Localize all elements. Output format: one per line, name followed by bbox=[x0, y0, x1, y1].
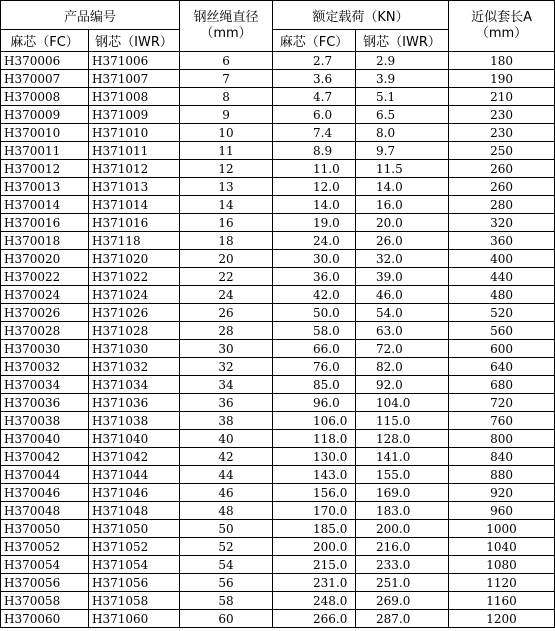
fc-code-cell: H370008 bbox=[1, 88, 89, 106]
table-row bbox=[1, 574, 555, 592]
iwr-code-cell: H371044 bbox=[89, 466, 180, 484]
fc-code-cell: H370046 bbox=[1, 484, 89, 502]
diameter-cell: 46 bbox=[180, 484, 273, 502]
load-iwr-cell: 54.0 bbox=[356, 304, 449, 322]
product-code-header: 产品编号 bbox=[1, 1, 180, 30]
diameter-cell: 32 bbox=[180, 358, 273, 376]
iwr-code-cell: H371056 bbox=[89, 574, 180, 592]
iwr-code-cell: H371036 bbox=[89, 394, 180, 412]
load-iwr-cell: 104.0 bbox=[356, 394, 449, 412]
diameter-cell: 34 bbox=[180, 376, 273, 394]
iwr-code-cell: H371052 bbox=[89, 538, 180, 556]
table-row bbox=[1, 484, 555, 502]
iwr-code-cell: H371040 bbox=[89, 430, 180, 448]
iwr-code-cell: H371022 bbox=[89, 268, 180, 286]
load-iwr-cell: 72.0 bbox=[356, 340, 449, 358]
load-fc-cell: 58.0 bbox=[273, 322, 356, 340]
load-fc-cell: 50.0 bbox=[273, 304, 356, 322]
diameter-cell: 8 bbox=[180, 88, 273, 106]
fc-code-cell: H370024 bbox=[1, 286, 89, 304]
fc-code-cell: H370050 bbox=[1, 520, 89, 538]
iwr-code-cell: H371013 bbox=[89, 178, 180, 196]
load-iwr-cell: 3.9 bbox=[356, 70, 449, 88]
diameter-cell: 9 bbox=[180, 106, 273, 124]
iwr-code-cell: H371010 bbox=[89, 124, 180, 142]
load-fc-cell: 76.0 bbox=[273, 358, 356, 376]
fc-code-cell: H370058 bbox=[1, 592, 89, 610]
fc-code-cell: H370056 bbox=[1, 574, 89, 592]
diameter-header-line1: 钢丝绳直径 bbox=[193, 10, 259, 25]
fc-code-cell: H370048 bbox=[1, 502, 89, 520]
length-cell: 1000 bbox=[449, 520, 555, 538]
fc-code-cell: H370014 bbox=[1, 196, 89, 214]
table-row bbox=[1, 394, 555, 412]
fc-code-cell: H370016 bbox=[1, 214, 89, 232]
diameter-cell: 12 bbox=[180, 160, 273, 178]
length-cell: 680 bbox=[449, 376, 555, 394]
diameter-cell: 18 bbox=[180, 232, 273, 250]
length-cell: 280 bbox=[449, 196, 555, 214]
length-header-line2: （mm） bbox=[475, 26, 528, 41]
load-fc-cell: 36.0 bbox=[273, 268, 356, 286]
diameter-cell: 11 bbox=[180, 142, 273, 160]
diameter-cell: 50 bbox=[180, 520, 273, 538]
table-row bbox=[1, 178, 555, 196]
table-header bbox=[1, 1, 555, 52]
diameter-cell: 22 bbox=[180, 268, 273, 286]
diameter-cell: 54 bbox=[180, 556, 273, 574]
fc-code-cell: H370044 bbox=[1, 466, 89, 484]
load-fc-cell: 106.0 bbox=[273, 412, 356, 430]
fc-code-cell: H370022 bbox=[1, 268, 89, 286]
load-iwr-cell: 141.0 bbox=[356, 448, 449, 466]
table-row bbox=[1, 196, 555, 214]
length-cell: 190 bbox=[449, 70, 555, 88]
table-row bbox=[1, 88, 555, 106]
table-row bbox=[1, 520, 555, 538]
length-cell: 320 bbox=[449, 214, 555, 232]
length-cell: 210 bbox=[449, 88, 555, 106]
iwr-code-cell: H371032 bbox=[89, 358, 180, 376]
iwr-code-cell: H371007 bbox=[89, 70, 180, 88]
iwr-code-cell: H371060 bbox=[89, 610, 180, 628]
fc-code-cell: H370030 bbox=[1, 340, 89, 358]
length-cell: 1160 bbox=[449, 592, 555, 610]
fc-code-cell: H370026 bbox=[1, 304, 89, 322]
load-fc-cell: 12.0 bbox=[273, 178, 356, 196]
load-iwr-cell: 32.0 bbox=[356, 250, 449, 268]
diameter-header bbox=[180, 1, 273, 52]
table-row bbox=[1, 556, 555, 574]
table-row bbox=[1, 538, 555, 556]
load-fc-cell: 130.0 bbox=[273, 448, 356, 466]
table-row bbox=[1, 232, 555, 250]
load-fc-cell: 19.0 bbox=[273, 214, 356, 232]
table-row bbox=[1, 430, 555, 448]
length-cell: 1120 bbox=[449, 574, 555, 592]
rated-load-header: 额定载荷（KN） bbox=[273, 1, 449, 30]
table-row bbox=[1, 268, 555, 286]
length-header-line1: 近似套长A bbox=[471, 10, 532, 25]
load-iwr-cell: 269.0 bbox=[356, 592, 449, 610]
load-fc-cell: 30.0 bbox=[273, 250, 356, 268]
iwr-code-cell: H371014 bbox=[89, 196, 180, 214]
load-fc-cell: 96.0 bbox=[273, 394, 356, 412]
fc-code-cell: H370009 bbox=[1, 106, 89, 124]
diameter-cell: 58 bbox=[180, 592, 273, 610]
diameter-cell: 30 bbox=[180, 340, 273, 358]
diameter-cell: 56 bbox=[180, 574, 273, 592]
load-fc-cell: 24.0 bbox=[273, 232, 356, 250]
table-row bbox=[1, 340, 555, 358]
diameter-cell: 10 bbox=[180, 124, 273, 142]
length-cell: 600 bbox=[449, 340, 555, 358]
hemp-core-header: 麻芯（FC） bbox=[1, 30, 89, 52]
table-row bbox=[1, 70, 555, 88]
load-iwr-cell: 8.0 bbox=[356, 124, 449, 142]
table-row bbox=[1, 106, 555, 124]
iwr-code-cell: H371009 bbox=[89, 106, 180, 124]
diameter-cell: 20 bbox=[180, 250, 273, 268]
table-row bbox=[1, 358, 555, 376]
load-iwr-cell: 287.0 bbox=[356, 610, 449, 628]
length-cell: 560 bbox=[449, 322, 555, 340]
load-iwr-cell: 63.0 bbox=[356, 322, 449, 340]
diameter-cell: 60 bbox=[180, 610, 273, 628]
length-cell: 760 bbox=[449, 412, 555, 430]
load-fc-cell: 118.0 bbox=[273, 430, 356, 448]
table-row bbox=[1, 502, 555, 520]
table-row bbox=[1, 304, 555, 322]
fc-code-cell: H370012 bbox=[1, 160, 89, 178]
steel-core-header: 钢芯（IWR） bbox=[89, 30, 180, 52]
diameter-cell: 48 bbox=[180, 502, 273, 520]
load-iwr-cell: 115.0 bbox=[356, 412, 449, 430]
load-iwr-cell: 233.0 bbox=[356, 556, 449, 574]
load-fc-cell: 3.6 bbox=[273, 70, 356, 88]
load-fc-cell: 231.0 bbox=[273, 574, 356, 592]
length-cell: 520 bbox=[449, 304, 555, 322]
table-row bbox=[1, 448, 555, 466]
load-fc-cell: 11.0 bbox=[273, 160, 356, 178]
load-fc-cell: 143.0 bbox=[273, 466, 356, 484]
load-iwr-cell: 11.5 bbox=[356, 160, 449, 178]
load-fc-cell: 2.7 bbox=[273, 52, 356, 70]
load-fc-cell: 7.4 bbox=[273, 124, 356, 142]
iwr-code-cell: H371030 bbox=[89, 340, 180, 358]
length-cell: 800 bbox=[449, 430, 555, 448]
iwr-code-cell: H371034 bbox=[89, 376, 180, 394]
diameter-cell: 38 bbox=[180, 412, 273, 430]
table-row bbox=[1, 610, 555, 628]
load-iwr-cell: 128.0 bbox=[356, 430, 449, 448]
iwr-code-cell: H371011 bbox=[89, 142, 180, 160]
length-cell: 480 bbox=[449, 286, 555, 304]
load-fc-cell: 66.0 bbox=[273, 340, 356, 358]
fc-code-cell: H370036 bbox=[1, 394, 89, 412]
diameter-cell: 24 bbox=[180, 286, 273, 304]
load-fc-cell: 85.0 bbox=[273, 376, 356, 394]
iwr-code-cell: H37118 bbox=[89, 232, 180, 250]
diameter-cell: 36 bbox=[180, 394, 273, 412]
fc-code-cell: H370040 bbox=[1, 430, 89, 448]
table-body bbox=[1, 52, 555, 628]
load-iwr-cell: 169.0 bbox=[356, 484, 449, 502]
iwr-code-cell: H371008 bbox=[89, 88, 180, 106]
load-iwr-cell: 6.5 bbox=[356, 106, 449, 124]
load-iwr-cell: 20.0 bbox=[356, 214, 449, 232]
table-row bbox=[1, 322, 555, 340]
iwr-code-cell: H371016 bbox=[89, 214, 180, 232]
length-cell: 360 bbox=[449, 232, 555, 250]
load-fc-cell: 185.0 bbox=[273, 520, 356, 538]
diameter-cell: 40 bbox=[180, 430, 273, 448]
diameter-cell: 13 bbox=[180, 178, 273, 196]
fc-code-cell: H370011 bbox=[1, 142, 89, 160]
length-cell: 260 bbox=[449, 178, 555, 196]
fc-code-cell: H370007 bbox=[1, 70, 89, 88]
length-cell: 1040 bbox=[449, 538, 555, 556]
table-row bbox=[1, 124, 555, 142]
iwr-code-cell: H371028 bbox=[89, 322, 180, 340]
iwr-code-cell: H371024 bbox=[89, 286, 180, 304]
fc-code-cell: H370054 bbox=[1, 556, 89, 574]
load-iwr-cell: 14.0 bbox=[356, 178, 449, 196]
iwr-code-cell: H371050 bbox=[89, 520, 180, 538]
diameter-cell: 6 bbox=[180, 52, 273, 70]
iwr-code-cell: H371058 bbox=[89, 592, 180, 610]
length-cell: 180 bbox=[449, 52, 555, 70]
iwr-code-cell: H371012 bbox=[89, 160, 180, 178]
load-fc-cell: 170.0 bbox=[273, 502, 356, 520]
length-cell: 920 bbox=[449, 484, 555, 502]
length-cell: 960 bbox=[449, 502, 555, 520]
fc-code-cell: H370032 bbox=[1, 358, 89, 376]
iwr-code-cell: H371020 bbox=[89, 250, 180, 268]
length-cell: 1080 bbox=[449, 556, 555, 574]
fc-code-cell: H370060 bbox=[1, 610, 89, 628]
table-row bbox=[1, 286, 555, 304]
load-iwr-cell: 251.0 bbox=[356, 574, 449, 592]
iwr-code-cell: H371048 bbox=[89, 502, 180, 520]
fc-code-cell: H370028 bbox=[1, 322, 89, 340]
load-iwr-cell: 5.1 bbox=[356, 88, 449, 106]
length-cell: 640 bbox=[449, 358, 555, 376]
load-hemp-header: 麻芯（FC） bbox=[273, 30, 356, 52]
fc-code-cell: H370018 bbox=[1, 232, 89, 250]
fc-code-cell: H370020 bbox=[1, 250, 89, 268]
load-iwr-cell: 16.0 bbox=[356, 196, 449, 214]
diameter-header-line2: （mm） bbox=[200, 26, 252, 41]
iwr-code-cell: H371006 bbox=[89, 52, 180, 70]
iwr-code-cell: H371038 bbox=[89, 412, 180, 430]
load-fc-cell: 8.9 bbox=[273, 142, 356, 160]
load-fc-cell: 215.0 bbox=[273, 556, 356, 574]
load-iwr-cell: 200.0 bbox=[356, 520, 449, 538]
load-fc-cell: 6.0 bbox=[273, 106, 356, 124]
load-fc-cell: 200.0 bbox=[273, 538, 356, 556]
length-cell: 720 bbox=[449, 394, 555, 412]
diameter-cell: 7 bbox=[180, 70, 273, 88]
load-fc-cell: 156.0 bbox=[273, 484, 356, 502]
load-iwr-cell: 9.7 bbox=[356, 142, 449, 160]
load-iwr-cell: 39.0 bbox=[356, 268, 449, 286]
length-cell: 440 bbox=[449, 268, 555, 286]
iwr-code-cell: H371046 bbox=[89, 484, 180, 502]
diameter-cell: 14 bbox=[180, 196, 273, 214]
header-row-1 bbox=[1, 1, 555, 30]
load-iwr-cell: 82.0 bbox=[356, 358, 449, 376]
load-fc-cell: 42.0 bbox=[273, 286, 356, 304]
length-cell: 880 bbox=[449, 466, 555, 484]
length-cell: 400 bbox=[449, 250, 555, 268]
load-iwr-cell: 216.0 bbox=[356, 538, 449, 556]
load-iwr-cell: 46.0 bbox=[356, 286, 449, 304]
iwr-code-cell: H371042 bbox=[89, 448, 180, 466]
load-iwr-cell: 92.0 bbox=[356, 376, 449, 394]
length-cell: 1200 bbox=[449, 610, 555, 628]
length-cell: 250 bbox=[449, 142, 555, 160]
iwr-code-cell: H371026 bbox=[89, 304, 180, 322]
table-row bbox=[1, 412, 555, 430]
length-cell: 840 bbox=[449, 448, 555, 466]
diameter-cell: 26 bbox=[180, 304, 273, 322]
load-steel-header: 钢芯（IWR） bbox=[356, 30, 449, 52]
length-cell: 230 bbox=[449, 106, 555, 124]
table-row bbox=[1, 250, 555, 268]
fc-code-cell: H370010 bbox=[1, 124, 89, 142]
fc-code-cell: H370042 bbox=[1, 448, 89, 466]
table-row bbox=[1, 214, 555, 232]
diameter-cell: 28 bbox=[180, 322, 273, 340]
length-header bbox=[449, 1, 555, 52]
table-row bbox=[1, 160, 555, 178]
load-iwr-cell: 183.0 bbox=[356, 502, 449, 520]
diameter-cell: 42 bbox=[180, 448, 273, 466]
diameter-cell: 16 bbox=[180, 214, 273, 232]
load-fc-cell: 4.7 bbox=[273, 88, 356, 106]
fc-code-cell: H370052 bbox=[1, 538, 89, 556]
diameter-cell: 52 bbox=[180, 538, 273, 556]
diameter-cell: 44 bbox=[180, 466, 273, 484]
load-iwr-cell: 2.9 bbox=[356, 52, 449, 70]
table-row bbox=[1, 52, 555, 70]
load-fc-cell: 14.0 bbox=[273, 196, 356, 214]
load-fc-cell: 248.0 bbox=[273, 592, 356, 610]
load-iwr-cell: 26.0 bbox=[356, 232, 449, 250]
table-row bbox=[1, 142, 555, 160]
fc-code-cell: H370034 bbox=[1, 376, 89, 394]
length-cell: 260 bbox=[449, 160, 555, 178]
table-row bbox=[1, 466, 555, 484]
fc-code-cell: H370013 bbox=[1, 178, 89, 196]
length-cell: 230 bbox=[449, 124, 555, 142]
table-row bbox=[1, 376, 555, 394]
fc-code-cell: H370038 bbox=[1, 412, 89, 430]
load-fc-cell: 266.0 bbox=[273, 610, 356, 628]
table-row bbox=[1, 592, 555, 610]
iwr-code-cell: H371054 bbox=[89, 556, 180, 574]
load-iwr-cell: 155.0 bbox=[356, 466, 449, 484]
fc-code-cell: H370006 bbox=[1, 52, 89, 70]
